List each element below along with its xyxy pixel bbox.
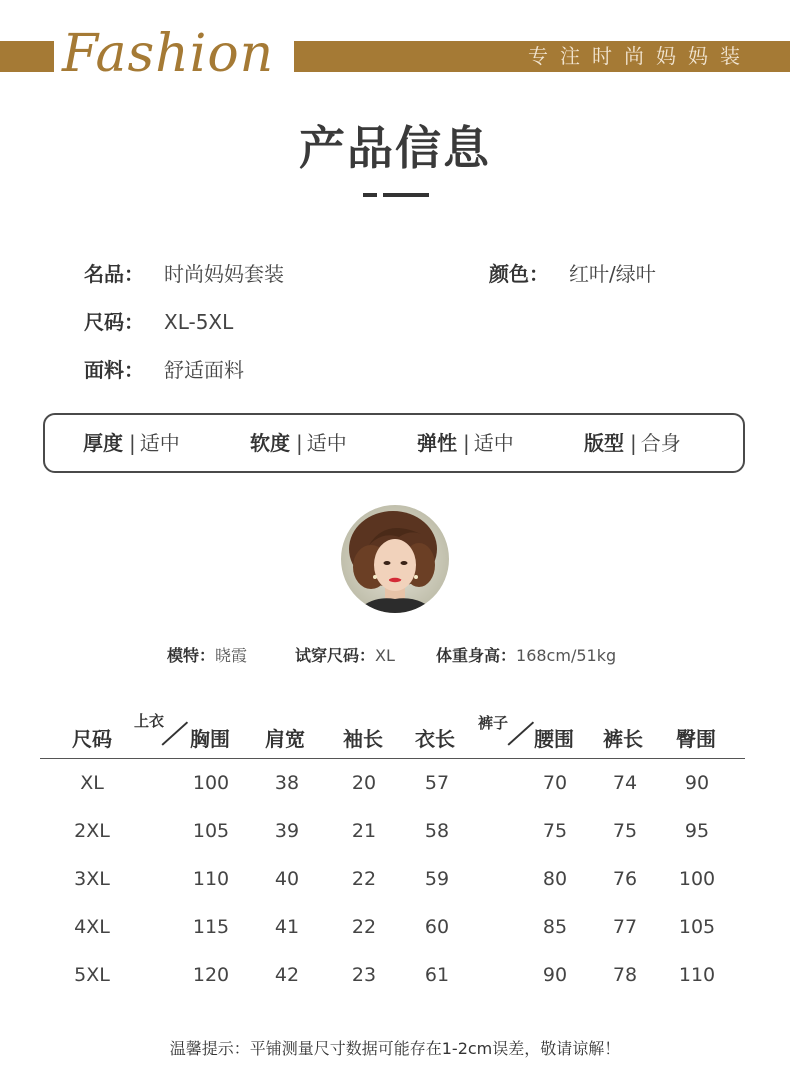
table-cell-size: 4XL	[74, 916, 110, 938]
title-decoration-dash	[363, 193, 377, 197]
model-body-value: 168cm/51kg	[516, 646, 617, 665]
table-cell-size: 3XL	[74, 868, 110, 890]
table-cell: 61	[424, 964, 450, 986]
table-cell: 90	[684, 772, 710, 794]
model-size-label: 试穿尺码：	[295, 646, 376, 665]
product-fabric-row	[84, 356, 244, 384]
column-header-top-length: 衣长	[415, 727, 455, 751]
table-cell: 76	[612, 868, 638, 890]
table-cell: 105	[192, 820, 230, 842]
table-cell: 23	[351, 964, 377, 986]
table-cell: 77	[612, 916, 638, 938]
product-size-row	[84, 308, 233, 336]
product-name-value: 时尚妈妈套装	[164, 262, 284, 286]
table-cell: 75	[612, 820, 638, 842]
table-cell: 74	[612, 772, 638, 794]
model-name	[167, 645, 247, 667]
attribute-value: 合身	[640, 431, 681, 455]
column-header-hip: 臀围	[676, 727, 716, 751]
model-name-value: 晓霞	[215, 646, 248, 665]
table-cell-size: 5XL	[74, 964, 110, 986]
size-column-header: 尺码	[72, 727, 112, 751]
page-title: 产品信息	[299, 121, 491, 175]
attribute-label: 厚度	[83, 431, 123, 455]
table-cell: 120	[192, 964, 230, 986]
column-header-shoulder: 肩宽	[265, 727, 305, 751]
title-decoration-line	[383, 193, 429, 197]
product-size-value: XL-5XL	[164, 310, 234, 334]
header-slogan: 专注时尚妈妈装	[528, 44, 752, 68]
attribute-elasticity: 弹性 | 适中	[417, 431, 514, 455]
table-cell: 95	[684, 820, 710, 842]
table-cell: 100	[192, 772, 230, 794]
table-cell: 22	[351, 868, 377, 890]
bottom-group-label: 裤子	[478, 714, 509, 732]
product-name-label: 名品：	[84, 262, 144, 286]
model-body-label: 体重身高：	[436, 646, 517, 665]
table-cell: 39	[274, 820, 300, 842]
attribute-thickness: 厚度 | 适中	[83, 431, 180, 455]
model-name-label: 模特：	[167, 646, 216, 665]
table-cell: 57	[424, 772, 450, 794]
column-header-sleeve: 袖长	[343, 727, 383, 751]
product-color-row	[489, 260, 656, 288]
top-group-divider	[161, 721, 187, 745]
model-size-value: XL	[375, 646, 395, 665]
table-cell: 100	[678, 868, 716, 890]
brand-logo: Fashion	[62, 24, 275, 84]
column-header-pants-length: 裤长	[603, 727, 643, 751]
table-divider	[40, 758, 745, 759]
product-color-label: 颜色：	[489, 262, 549, 286]
table-cell: 115	[192, 916, 230, 938]
model-avatar	[341, 505, 449, 613]
column-header-chest: 胸围	[190, 727, 230, 751]
table-cell: 110	[678, 964, 716, 986]
table-cell: 40	[274, 868, 300, 890]
model-size	[295, 645, 395, 667]
table-cell: 105	[678, 916, 716, 938]
top-group-label: 上衣	[134, 712, 165, 730]
table-cell: 20	[351, 772, 377, 794]
table-cell-size: XL	[80, 772, 104, 794]
product-color-value: 红叶/绿叶	[569, 262, 656, 286]
bottom-group-divider	[507, 721, 533, 745]
attribute-softness: 软度 | 适中	[250, 431, 347, 455]
table-cell: 41	[274, 916, 300, 938]
attribute-label: 软度	[250, 431, 290, 455]
product-fabric-value: 舒适面料	[164, 358, 244, 382]
table-cell: 58	[424, 820, 450, 842]
model-body	[436, 645, 616, 667]
table-cell: 75	[542, 820, 568, 842]
table-cell: 78	[612, 964, 638, 986]
table-cell: 110	[192, 868, 230, 890]
attribute-fit: 版型 | 合身	[584, 431, 681, 455]
column-header-waist: 腰围	[534, 727, 574, 751]
attribute-label: 版型	[584, 431, 624, 455]
product-size-label: 尺码：	[84, 310, 144, 334]
product-fabric-label: 面料：	[84, 358, 144, 382]
table-cell: 21	[351, 820, 377, 842]
attribute-value: 适中	[473, 431, 514, 455]
table-cell: 38	[274, 772, 300, 794]
table-cell: 42	[274, 964, 300, 986]
attribute-box	[43, 413, 745, 473]
table-cell: 90	[542, 964, 568, 986]
product-name-row	[84, 260, 284, 288]
attribute-value: 适中	[306, 431, 347, 455]
attribute-label: 弹性	[417, 431, 457, 455]
table-cell: 85	[542, 916, 568, 938]
attribute-value: 适中	[139, 431, 180, 455]
table-cell: 60	[424, 916, 450, 938]
table-cell: 80	[542, 868, 568, 890]
table-cell: 70	[542, 772, 568, 794]
header-bar-left	[0, 41, 54, 72]
table-cell-size: 2XL	[74, 820, 110, 842]
table-cell: 59	[424, 868, 450, 890]
footer-note: 温馨提示：平铺测量尺寸数据可能存在1-2cm误差，敬请谅解！	[169, 1039, 621, 1058]
table-cell: 22	[351, 916, 377, 938]
